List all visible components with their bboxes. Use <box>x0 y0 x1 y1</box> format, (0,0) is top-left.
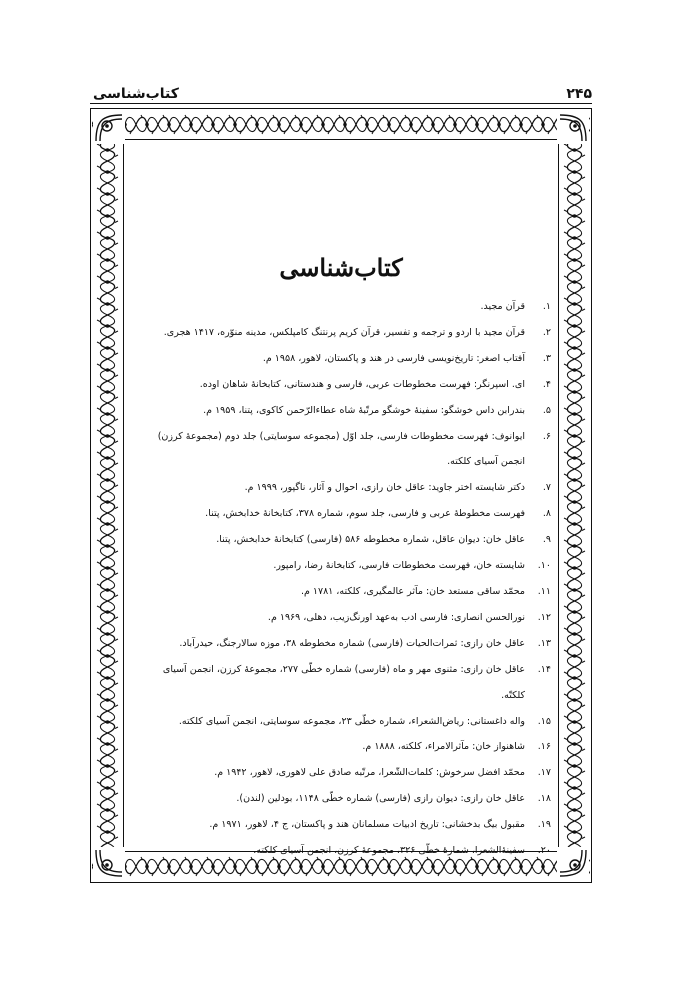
entry-number: ۱۷. <box>537 767 551 779</box>
entry-number: ۱۶. <box>537 741 551 753</box>
bibliography-list <box>143 294 551 864</box>
entry-text: مقبول بیگ بدخشانی: تاریخ ادبیات مسلمانان هند و پاکستان، ج ۴، لاهور، ۱۹۷۱ م. <box>209 819 525 831</box>
bibliography-entry <box>143 346 551 372</box>
ornament-band-right <box>560 139 589 852</box>
entry-number: ۵. <box>542 404 551 416</box>
entry-number: ۱۸. <box>537 793 551 805</box>
entry-text: فهرست مخطوطهٔ عربی و فارسی، جلد سوم، شماره ۳۷۸، کتابخانهٔ خدابخش، پتنا. <box>205 508 525 520</box>
bibliography-entry <box>143 709 551 735</box>
corner-ornament-top-left <box>92 111 126 145</box>
entry-number: ۱۰. <box>537 560 551 572</box>
bibliography-entry <box>143 631 551 657</box>
corner-ornament-top-right <box>556 111 590 145</box>
entry-text: شایسته خان، فهرست مخطوطات فارسی، کتابخانهٔ رضا، رامپور. <box>273 560 525 572</box>
entry-text: ای. اسپرنگر: فهرست مخطوطات عربی، فارسی و هندستانی، کتابخانهٔ شاهان اوده. <box>199 378 525 390</box>
entry-number: ۴. <box>542 378 551 390</box>
running-head <box>93 80 592 102</box>
bibliography-entry <box>143 320 551 346</box>
entry-number: ۳. <box>542 352 551 364</box>
bibliography-entry <box>143 786 551 812</box>
bibliography-entry <box>143 294 551 320</box>
entry-number: ۱۴. <box>537 663 551 675</box>
entry-text: محمّد ساقی مستعد خان: مآثر عالمگیری، کلکته، ۱۷۸۱ م. <box>300 585 525 597</box>
entry-number: ۶. <box>542 430 551 442</box>
entry-text: عاقل خان: دیوان عاقل، شماره مخطوطه ۵۸۶ (فارسی) کتابخانهٔ خدابخش، پتنا. <box>216 534 525 546</box>
bibliography-entry <box>143 372 551 398</box>
entry-text: نورالحسن انصاری: فارسی ادب به‌عهد اورنگ‌زیب، دهلی، ۱۹۶۹ م. <box>267 611 525 623</box>
bibliography-entry <box>143 475 551 501</box>
entry-number: ۱۹. <box>537 819 551 831</box>
bibliography-entry <box>143 553 551 579</box>
entry-number: ۹. <box>542 534 551 546</box>
bibliography-entry <box>143 657 551 709</box>
running-title: کتاب‌شناسی <box>93 86 179 102</box>
entry-text: عاقل خان رازی: مثنوی مهر و ماه (فارسی) شماره خطّی ۲۷۷، مجموعهٔ کرزن، انجمن آسیای کلکتّه. <box>162 663 525 701</box>
entry-number: ۱. <box>542 301 551 312</box>
entry-text: شاهنواز خان: مآثرالامراء، کلکته، ۱۸۸۸ م. <box>362 741 525 753</box>
entry-text: سفینهٔ‌الشعرا، شمارهٔ خطّی ۳۲۶، مجموعهٔ کرزن، انجمن آسیای کلکته. <box>253 845 525 857</box>
entry-number: ۱۵. <box>537 715 551 727</box>
page-title: کتاب‌شناسی <box>279 253 403 282</box>
entry-number: ۲۰. <box>537 845 551 857</box>
entry-number: ۲. <box>542 326 551 338</box>
bibliography-entry <box>143 605 551 631</box>
entry-text: واله داغستانی: ریاض‌الشعراء، شماره خطّی ۲۳، مجموعه سوسایتی، انجمن آسیای کلکته. <box>178 715 525 727</box>
ornament-band-top <box>92 111 590 138</box>
bibliography-entry <box>143 579 551 605</box>
entry-text: قرآن مجید با اردو و ترجمه و تفسیر، قرآن کریم پرنتنگ کامپلکس، مدینه منوّره، ۱۴۱۷ هجری. <box>163 326 525 338</box>
entry-number: ۱۲. <box>537 611 551 623</box>
entry-text: عاقل خان رازی: دیوان رازی (فارسی) شماره خطّی ۱۱۴۸، بودلین (لندن). <box>236 793 525 805</box>
entry-text: ایوانوف: فهرست مخطوطات فارسی، جلد اوّل (مجموعه سوسایتی) جلد دوم (مجموعهٔ کرزن) انجمن آسیای کلکته. <box>157 430 525 468</box>
entry-text: آفتاب اصغر: تاریخ‌نویسی فارسی در هند و پاکستان، لاهور، ۱۹۵۸ م. <box>262 352 525 364</box>
entry-text: محمّد افضل سرخوش: کلمات‌الشّعرا، مرتّبه صادق علی لاهوری، لاهور، ۱۹۴۲ م. <box>214 767 525 779</box>
bibliography-entry <box>143 838 551 864</box>
bibliography-entry <box>143 501 551 527</box>
bibliography-entry <box>143 398 551 424</box>
entry-text: دکتر شایسته اختر جاوید: عاقل خان رازی، احوال و آثار، ناگپور، ۱۹۹۹ م. <box>244 482 525 494</box>
bibliography-entry <box>143 734 551 760</box>
entry-number: ۱۱. <box>537 585 551 597</box>
page-number: ۲۴۵ <box>566 86 592 102</box>
ornament-band-left <box>93 139 122 852</box>
entry-number: ۱۳. <box>537 637 551 649</box>
entry-number: ۷. <box>542 482 551 494</box>
entry-text: قرآن مجید. <box>480 301 525 312</box>
bibliography-entry <box>143 812 551 838</box>
entry-number: ۸. <box>542 508 551 520</box>
bibliography-entry <box>143 760 551 786</box>
corner-ornament-bottom-right <box>556 846 590 880</box>
bibliography-entry <box>143 527 551 553</box>
entry-text: بندرابن داس خوشگو: سفینهٔ خوشگو مرتّبهٔ شاه عطاءالرّحمن کاکوی، پتنا، ۱۹۵۹ م. <box>203 404 525 416</box>
header-rule <box>90 103 592 104</box>
corner-ornament-bottom-left <box>92 846 126 880</box>
entry-text: عاقل خان رازی: ثمرات‌الحیات (فارسی) شماره مخطوطه ۳۸، موزه سالارجنگ، حیدرآباد. <box>179 637 525 649</box>
bibliography-entry <box>143 424 551 476</box>
